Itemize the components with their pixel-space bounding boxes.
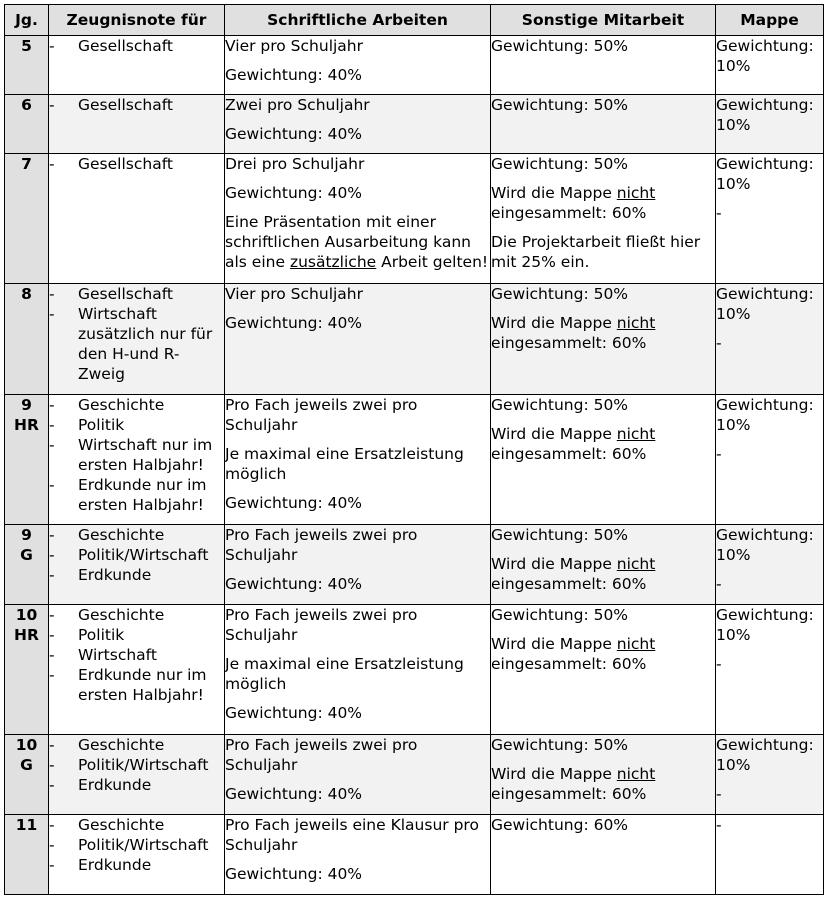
subject-list (49, 605, 224, 705)
subject-name: Erdkunde nur im ersten Halbjahr! (78, 476, 207, 514)
grade-level: 6 (21, 96, 32, 114)
subjects-cell (49, 605, 225, 735)
written-work-cell (225, 395, 491, 525)
subjects-cell (49, 154, 225, 284)
grade-level-cell (5, 284, 49, 395)
portfolio-dash: - (716, 204, 722, 222)
subject-dash: - (49, 546, 55, 564)
portfolio-not-collected-underlined: nicht (616, 635, 656, 653)
participation-weight: Gewichtung: 50% (491, 396, 629, 414)
grade-level-cell (5, 525, 49, 605)
grade-level-cell (5, 815, 49, 895)
portfolio-not-collected-before: Wird die Mappe (491, 425, 617, 443)
written-work-cell (225, 95, 491, 154)
header-sonstige: Sonstige Mitarbeit (491, 5, 716, 36)
subject-list (49, 284, 224, 384)
portfolio-cell (716, 284, 824, 395)
written-work-cell (225, 525, 491, 605)
portfolio-weight: Gewichtung: 10% (716, 285, 814, 323)
subject-dash: - (49, 476, 55, 494)
subject-name: Geschichte (78, 736, 165, 754)
grade-level: 7 (21, 155, 32, 173)
subjects-cell (49, 525, 225, 605)
subject-dash: - (49, 816, 55, 834)
grade-level: 10 (15, 736, 38, 754)
portfolio-not-collected-underlined: nicht (616, 425, 656, 443)
subject-item (49, 565, 224, 585)
portfolio-dash: - (716, 575, 722, 593)
participation-weight: Gewichtung: 60% (491, 816, 629, 834)
portfolio-not-collected-after: eingesammelt: 60% (491, 785, 647, 803)
subject-name: Gesellschaft (78, 285, 173, 303)
portfolio-weight: Gewichtung: 10% (716, 396, 814, 434)
subject-name: Politik (78, 416, 125, 434)
written-work-note (225, 212, 490, 272)
written-work-cell (225, 154, 491, 284)
written-work-text: Drei pro Schuljahr (225, 155, 365, 173)
participation-weight: Gewichtung: 50% (491, 285, 629, 303)
grade-level: 10 (15, 606, 38, 624)
header-row (5, 5, 824, 36)
written-work-text: Gewichtung: 40% (225, 314, 363, 332)
header-jg: Jg. (5, 5, 49, 36)
written-work-text: Pro Fach jeweils zwei pro Schuljahr (225, 606, 418, 644)
written-work-text: Gewichtung: 40% (225, 125, 363, 143)
subject-name: Geschichte (78, 606, 165, 624)
subjects-cell (49, 284, 225, 395)
other-participation-cell (491, 605, 716, 735)
subject-dash: - (49, 736, 55, 754)
subject-name: Wirtschaft zusätzlich nur für den H-und R-Zweig (78, 305, 213, 383)
written-work-cell (225, 735, 491, 815)
subject-name: Wirtschaft nur im ersten Halbjahr! (78, 436, 213, 474)
grade-level: HR (14, 416, 39, 434)
subject-dash: - (49, 526, 55, 544)
subject-dash: - (49, 566, 55, 584)
subject-name: Gesellschaft (78, 37, 173, 55)
subject-dash: - (49, 155, 55, 173)
table-row (5, 36, 824, 95)
portfolio-not-collected-underlined: nicht (616, 184, 656, 202)
subject-list (49, 36, 224, 56)
subject-item (49, 855, 224, 875)
portfolio-not-collected-before: Wird die Mappe (491, 635, 617, 653)
header-schriftlich: Schriftliche Arbeiten (225, 5, 491, 36)
subjects-cell (49, 95, 225, 154)
participation-weight: Gewichtung: 50% (491, 155, 629, 173)
subject-dash: - (49, 37, 55, 55)
written-work-cell (225, 815, 491, 895)
subject-name: Politik/Wirtschaft (78, 836, 209, 854)
other-participation-cell (491, 395, 716, 525)
subject-item (49, 36, 224, 56)
subject-item (49, 95, 224, 115)
written-work-text: Vier pro Schuljahr (225, 37, 364, 55)
grade-level: G (20, 546, 33, 564)
subject-item (49, 775, 224, 795)
subject-dash: - (49, 436, 55, 454)
subject-list (49, 395, 224, 515)
subject-dash: - (49, 416, 55, 434)
grade-level: 5 (21, 37, 32, 55)
portfolio-cell (716, 95, 824, 154)
written-work-cell (225, 284, 491, 395)
subject-name: Erdkunde nur im ersten Halbjahr! (78, 666, 207, 704)
subject-item (49, 475, 224, 515)
written-work-cell (225, 605, 491, 735)
subject-list (49, 815, 224, 875)
subject-name: Gesellschaft (78, 96, 173, 114)
portfolio-cell (716, 36, 824, 95)
portfolio-cell (716, 395, 824, 525)
other-participation-cell (491, 154, 716, 284)
subject-item (49, 395, 224, 415)
portfolio-cell (716, 815, 824, 895)
subject-item (49, 755, 224, 775)
portfolio-not-collected-before: Wird die Mappe (491, 314, 617, 332)
written-work-text: Je maximal eine Ersatzleistung möglich (225, 445, 464, 483)
subject-name: Geschichte (78, 816, 165, 834)
table-row (5, 154, 824, 284)
subject-item (49, 304, 224, 384)
subject-item (49, 154, 224, 174)
subject-dash: - (49, 666, 55, 684)
portfolio-weight: Gewichtung: 10% (716, 96, 814, 134)
subject-list (49, 525, 224, 585)
participation-weight: Gewichtung: 50% (491, 37, 629, 55)
written-work-text: Vier pro Schuljahr (225, 285, 364, 303)
portfolio-not-collected (491, 634, 715, 674)
grading-table (4, 4, 824, 895)
written-work-cell (225, 36, 491, 95)
subject-item (49, 625, 224, 645)
subject-item (49, 645, 224, 665)
grade-level: HR (14, 626, 39, 644)
table-row (5, 525, 824, 605)
grade-level: G (20, 756, 33, 774)
subject-dash: - (49, 836, 55, 854)
other-participation-cell (491, 95, 716, 154)
grade-level-cell (5, 36, 49, 95)
portfolio-not-collected-after: eingesammelt: 60% (491, 575, 647, 593)
subject-dash: - (49, 305, 55, 323)
subject-dash: - (49, 606, 55, 624)
project-work-note: Die Projektarbeit fließt hier mit 25% ein. (491, 233, 701, 271)
subject-item (49, 665, 224, 705)
subject-dash: - (49, 626, 55, 644)
subject-name: Politik (78, 626, 125, 644)
portfolio-weight: Gewichtung: 10% (716, 526, 814, 564)
written-work-note-underlined: zusätzliche (289, 253, 377, 271)
portfolio-weight: Gewichtung: 10% (716, 155, 814, 193)
portfolio-not-collected-after: eingesammelt: 60% (491, 334, 647, 352)
portfolio-not-collected (491, 183, 715, 223)
written-work-text: Gewichtung: 40% (225, 575, 363, 593)
written-work-text: Pro Fach jeweils zwei pro Schuljahr (225, 396, 418, 434)
subject-item (49, 284, 224, 304)
grade-level: 8 (21, 285, 32, 303)
subject-name: Politik/Wirtschaft (78, 756, 209, 774)
table-body (5, 36, 824, 895)
subject-dash: - (49, 396, 55, 414)
grade-level-cell (5, 735, 49, 815)
subject-name: Politik/Wirtschaft (78, 546, 209, 564)
subject-list (49, 154, 224, 174)
header-mappe: Mappe (716, 5, 824, 36)
grade-level: 9 (21, 526, 32, 544)
subject-dash: - (49, 96, 55, 114)
table-row (5, 284, 824, 395)
subject-dash: - (49, 776, 55, 794)
subject-name: Erdkunde (78, 566, 152, 584)
portfolio-weight: Gewichtung: 10% (716, 736, 814, 774)
written-work-note-before: Eine Präsentation mit einer schriftlichen Ausarbeitung kann als eine (225, 213, 472, 271)
written-work-text: Pro Fach jeweils zwei pro Schuljahr (225, 526, 418, 564)
portfolio-not-collected (491, 554, 715, 594)
subject-item (49, 525, 224, 545)
subject-dash: - (49, 856, 55, 874)
subject-name: Erdkunde (78, 856, 152, 874)
portfolio-not-collected-before: Wird die Mappe (491, 765, 617, 783)
portfolio-weight: Gewichtung: 10% (716, 37, 814, 75)
table-row (5, 815, 824, 895)
written-work-text: Zwei pro Schuljahr (225, 96, 370, 114)
table-row (5, 395, 824, 525)
written-work-text: Gewichtung: 40% (225, 184, 363, 202)
written-work-note-after: Arbeit gelten! (376, 253, 489, 271)
portfolio-not-collected-underlined: nicht (616, 765, 656, 783)
other-participation-cell (491, 815, 716, 895)
subject-item (49, 435, 224, 475)
subject-item (49, 835, 224, 855)
portfolio-not-collected (491, 424, 715, 464)
subject-dash: - (49, 285, 55, 303)
portfolio-not-collected-underlined: nicht (616, 314, 656, 332)
written-work-text: Pro Fach jeweils zwei pro Schuljahr (225, 736, 418, 774)
table-row (5, 735, 824, 815)
portfolio-cell (716, 525, 824, 605)
portfolio-weight: Gewichtung: 10% (716, 606, 814, 644)
portfolio-dash: - (716, 785, 722, 803)
portfolio-not-collected-before: Wird die Mappe (491, 184, 617, 202)
subject-name: Geschichte (78, 526, 165, 544)
subject-name: Geschichte (78, 396, 165, 414)
written-work-text: Gewichtung: 40% (225, 704, 363, 722)
written-work-text: Gewichtung: 40% (225, 865, 363, 883)
subject-item (49, 415, 224, 435)
table-row (5, 95, 824, 154)
written-work-text: Gewichtung: 40% (225, 494, 363, 512)
subject-name: Gesellschaft (78, 155, 173, 173)
written-work-text: Pro Fach jeweils eine Klausur pro Schuljahr (225, 816, 479, 854)
written-work-text: Gewichtung: 40% (225, 66, 363, 84)
subject-item (49, 735, 224, 755)
portfolio-not-collected-after: eingesammelt: 60% (491, 445, 647, 463)
participation-weight: Gewichtung: 50% (491, 526, 629, 544)
grade-level-cell (5, 154, 49, 284)
portfolio-not-collected (491, 764, 715, 804)
portfolio-dash: - (716, 816, 722, 834)
subjects-cell (49, 735, 225, 815)
subject-dash: - (49, 646, 55, 664)
written-work-text: Gewichtung: 40% (225, 785, 363, 803)
table-row (5, 605, 824, 735)
subject-name: Erdkunde (78, 776, 152, 794)
portfolio-cell (716, 605, 824, 735)
portfolio-not-collected-after: eingesammelt: 60% (491, 204, 647, 222)
grade-level: 9 (21, 396, 32, 414)
subjects-cell (49, 395, 225, 525)
portfolio-dash: - (716, 445, 722, 463)
portfolio-not-collected (491, 313, 715, 353)
grade-level-cell (5, 605, 49, 735)
subject-dash: - (49, 756, 55, 774)
subject-list (49, 95, 224, 115)
other-participation-cell (491, 36, 716, 95)
subjects-cell (49, 36, 225, 95)
portfolio-cell (716, 735, 824, 815)
subject-name: Wirtschaft (78, 646, 157, 664)
participation-weight: Gewichtung: 50% (491, 606, 629, 624)
grade-level-cell (5, 95, 49, 154)
subject-item (49, 815, 224, 835)
participation-weight: Gewichtung: 50% (491, 736, 629, 754)
portfolio-dash: - (716, 334, 722, 352)
header-zeugnisnote: Zeugnisnote für (49, 5, 225, 36)
participation-weight: Gewichtung: 50% (491, 96, 629, 114)
subjects-cell (49, 815, 225, 895)
portfolio-not-collected-underlined: nicht (616, 555, 656, 573)
grade-level: 11 (15, 816, 38, 834)
portfolio-dash: - (716, 655, 722, 673)
grade-level-cell (5, 395, 49, 525)
other-participation-cell (491, 284, 716, 395)
subject-list (49, 735, 224, 795)
portfolio-cell (716, 154, 824, 284)
other-participation-cell (491, 735, 716, 815)
portfolio-not-collected-before: Wird die Mappe (491, 555, 617, 573)
written-work-text: Je maximal eine Ersatzleistung möglich (225, 655, 464, 693)
subject-item (49, 605, 224, 625)
portfolio-not-collected-after: eingesammelt: 60% (491, 655, 647, 673)
subject-item (49, 545, 224, 565)
other-participation-cell (491, 525, 716, 605)
